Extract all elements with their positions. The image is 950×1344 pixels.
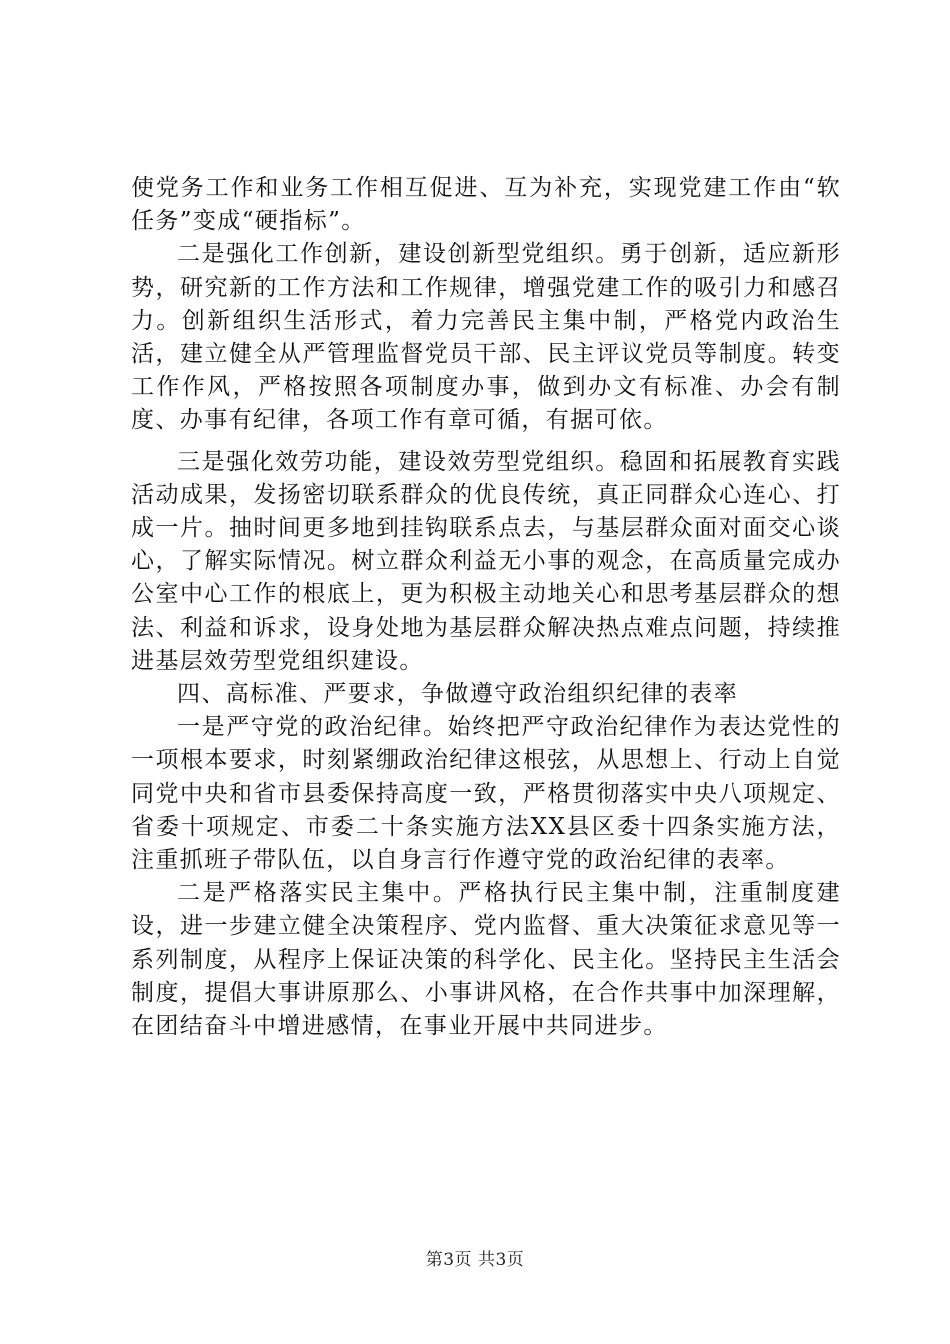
paragraph-service: 三是强化效劳功能，建设效劳型党组织。稳固和拓展教育实践活动成果，发扬密切联系群众的优良传统，真正同群众心连心、打成一片。抽时间更多地到挂钩联系点去，与基层群众面对面交心谈心，了解实际情况。树立群众利益无小事的观念，在高质量完成办公室中心工作的根底上，更为积极主动地关心和思考基层群众的想法、利益和诉求，设身处地为基层群众解决热点难点问题，持续推进基层效劳型党组织建设。 <box>131 448 841 674</box>
paragraph-political-discipline: 一是严守党的政治纪律。始终把严守政治纪律作为表达党性的一项根本要求，时刻紧绷政治纪律这根弦，从思想上、行动上自觉同党中央和省市县委保持高度一致，严格贯彻落实中央八项规定、省委十项规定、市委二十条实施方法XX县区委十四条实施方法，注重抓班子带队伍，以自身言行作遵守党的政治纪律的表率。 <box>131 714 841 874</box>
paragraph-democratic-centralism: 二是严格落实民主集中。严格执行民主集中制，注重制度建设，进一步建立健全决策程序、党内监督、重大决策征求意见等一系列制度，从程序上保证决策的科学化、民主化。坚持民主生活会制度，提倡大事讲原那么、小事讲风格，在合作共事中加深理解，在团结奋斗中增进感情，在事业开展中共同进步。 <box>131 880 841 1040</box>
paragraph-innovation: 二是强化工作创新，建设创新型党组织。勇于创新，适应新形势，研究新的工作方法和工作规律，增强党建工作的吸引力和感召力。创新组织生活形式，着力完善民主集中制，严格党内政治生活，建立健全从严管理监督党员干部、民主评议党员等制度。转变工作作风，严格按照各项制度办事，做到办文有标准、办会有制度、办事有纪律，各项工作有章可循，有据可依。 <box>131 241 841 434</box>
section-heading-four: 四、高标准、严要求，争做遵守政治组织纪律的表率 <box>177 681 739 708</box>
document-body <box>131 172 841 1043</box>
page-number-footer: 第3页 共3页 <box>425 1250 525 1270</box>
paragraph-continuation: 使党务工作和业务工作相互促进、互为补充，实现党建工作由“软任务”变成“硬指标”。 <box>131 175 841 235</box>
